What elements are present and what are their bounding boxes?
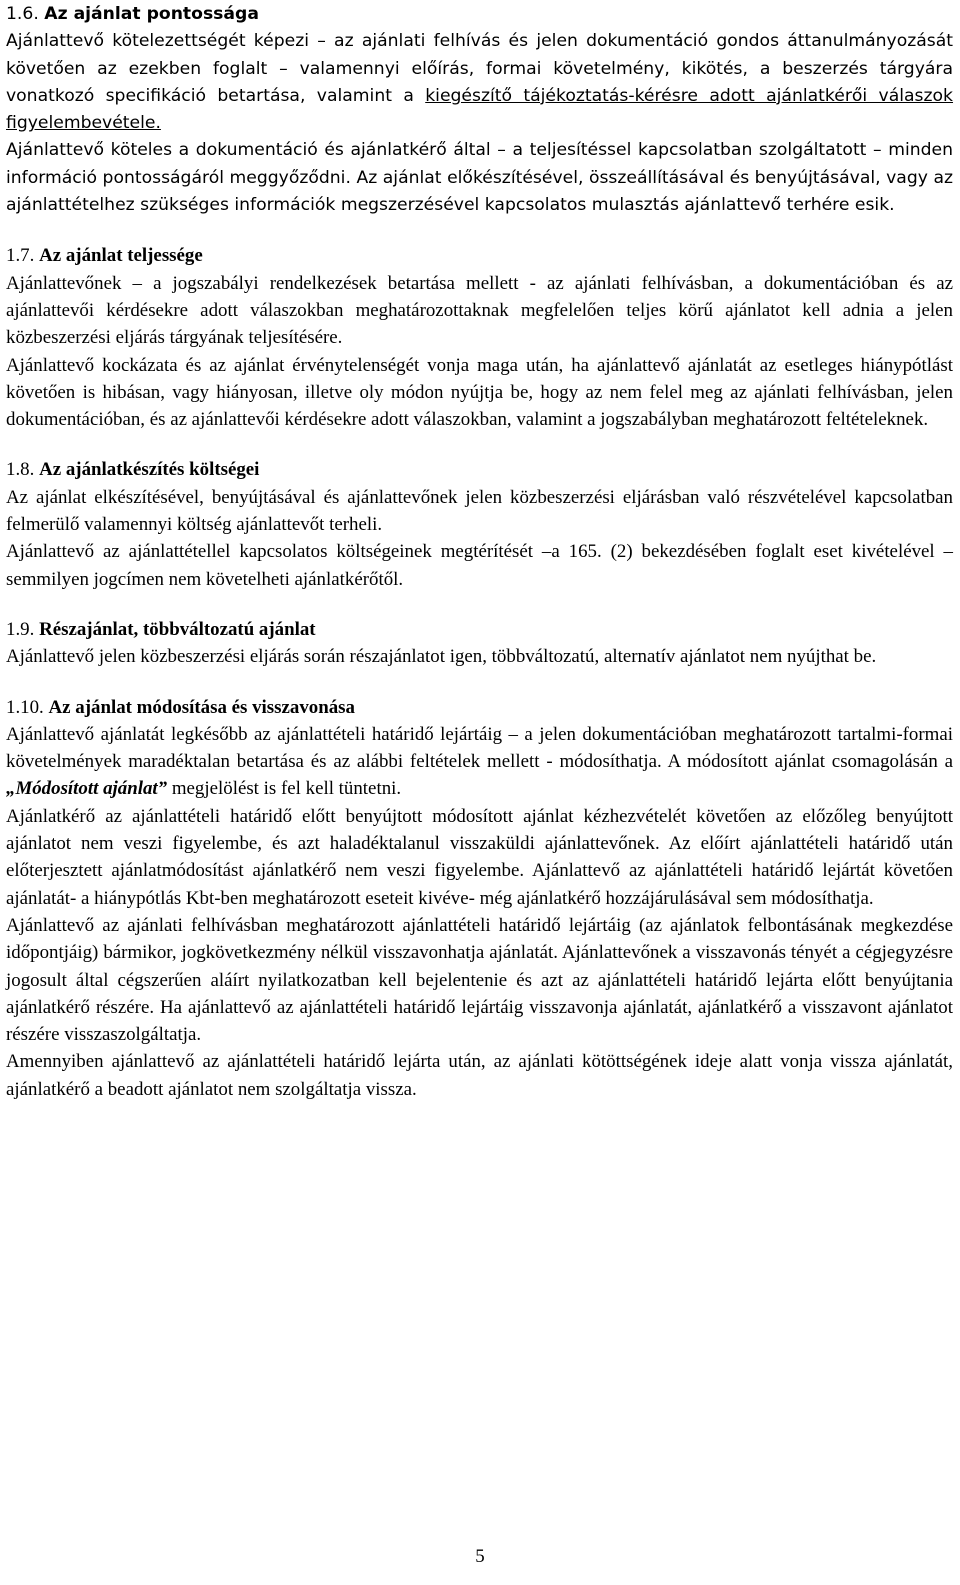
paragraph: Ajánlattevő kockázata és az ajánlat érvénytelenségét vonja maga után, ha ajánlattevő ajánlatát az esetleges hiánypótlást követően is hibásan, vagy hiányosan, illetve oly módon nyújtja be, hogy az nem felel meg az ajánlati felhívásban, jelen dokumentációban, és az ajánlattevői kérdésekre adott válaszokban, valamint a jogszabályban meghatározott feltételeknek. [6, 354, 953, 431]
paragraph: Amennyiben ajánlattevő az ajánlattételi határidő lejárta után, az ajánlati kötöttségének ideje alatt vonja vissza ajánlatát, ajánlatkérő a beadott ajánlatot nem szolgáltatja vissza. [6, 1051, 953, 1100]
paragraph: Ajánlattevő az ajánlattétellel kapcsolatos költségeinek megtérítését –a 165. (2) bekezdésében foglalt eset kivételével – semmilyen jogcímen nem követelheti ajánlatkérőtől. [6, 541, 953, 590]
paragraph: Ajánlattevő köteles a dokumentáció és ajánlatkérő által – a teljesítéssel kapcsolatban szolgáltatott – minden információ pontosságáról meggyőződni. Az ajánlat előkészítésével, összeállításával és benyújtásával, vagy az ajánlattételhez szükséges információk megszerzésével kapcsolatos mulasztás ajánlattevő terhére esik. [6, 140, 953, 216]
section-title: Az ajánlatkészítés költségei [39, 459, 260, 481]
section-heading [6, 0, 953, 28]
paragraph-text: Ajánlattevő ajánlatát legkésőbb az ajánlattételi határidő lejártáig – a jelen dokumentációban meghatározott tartalmi-formai követelmények maradéktalan betartása és az alábbi feltételek mellett - módosíthatja. A módosított ajánlat csomagolásán a [6, 723, 953, 773]
section-number: 1.7. [6, 245, 35, 267]
section-heading [6, 693, 953, 721]
paragraph: Ajánlattevő az ajánlati felhívásban meghatározott ajánlattételi határidő lejártáig (az ajánlatok felbontásának megkezdése időpontjáig) bármikor, jogkövetkezmény nélkül visszavonhatja ajánlatát. Ajánlattevőnek a visszavonás tényét a cégjegyzésre jogosult által cégszerűen aláírt nyilatkozatban kell bejelentenie és azt az ajánlattételi határidő lejárta előtt benyújtania ajánlatkérő részére. Ha ajánlattevő az ajánlattételi határidő lejártáig visszavonja ajánlatát, ajánlatkérő a visszavont ajánlatot részére visszaszolgáltatja. [6, 914, 953, 1046]
page-number: 5 [475, 1546, 485, 1567]
section-1-9 [6, 615, 953, 671]
section-title: Az ajánlat pontossága [44, 4, 259, 24]
section-1-7 [6, 241, 953, 433]
document-page [6, 0, 953, 1103]
section-heading [6, 455, 953, 483]
paragraph [6, 721, 953, 803]
section-title: Az ajánlat teljessége [39, 245, 203, 267]
paragraph: Ajánlattevőnek – a jogszabályi rendelkezések betartása mellett - az ajánlati felhívásban, a dokumentációban és az ajánlattevői kérdésekre adott válaszokban meghatározottaknak megfelelően teljes körű ajánlatot kell adnia a jelen közbeszerzési eljárás tárgyának teljesítésére. [6, 272, 953, 349]
section-1-8 [6, 455, 953, 592]
section-number: 1.8. [6, 459, 35, 481]
section-1-6 [6, 0, 953, 219]
emphasized-label: „Módosított ajánlat” [6, 778, 168, 800]
section-number: 1.10. [6, 696, 44, 718]
section-title: Részajánlat, többváltozatú ajánlat [39, 618, 316, 640]
section-heading [6, 615, 953, 643]
section-number: 1.6. [6, 4, 39, 24]
paragraph [6, 28, 953, 137]
paragraph-text: Ajánlattevő kötelezettségét képezi – az ajánlati felhívás és jelen dokumentáció gondos áttanulmányozását követően az ezekben foglalt – valamennyi előírás, formai követelmény, kikötés, a beszerzés tárgyára vonatkozó specifikáció betartása, valamint a [6, 31, 953, 106]
section-heading [6, 241, 953, 269]
section-number: 1.9. [6, 618, 35, 640]
paragraph-text: megjelölést is fel kell tüntetni. [167, 778, 402, 800]
paragraph: Ajánlatkérő az ajánlattételi határidő előtt benyújtott módosított ajánlat kézhezvételét követően az előzőleg benyújtott ajánlatot nem veszi figyelembe, és azt haladéktalanul visszaküldi ajánlattevőnek. Az előírt ajánlattételi határidő után előterjesztett ajánlatmódosítást ajánlatkérő nem veszi figyelembe. Ajánlattevő az ajánlattételi határidő lejártát követően ajánlatát- a hiánypótlás Kbt-ben meghatározott eseteit kivéve- még ajánlatkérő hozzájárulásával sem módosíthatja. [6, 805, 953, 909]
section-title: Az ajánlat módosítása és visszavonása [48, 696, 355, 718]
section-1-10 [6, 693, 953, 1103]
underlined-text: kiegészítő tájékoztatás-kérésre adott ajánlatkérői válaszok figyelembevétele. [6, 85, 954, 134]
paragraph: Ajánlattevő jelen közbeszerzési eljárás során részajánlatot igen, többváltozatú, alternatív ajánlatot nem nyújthat be. [6, 646, 877, 668]
paragraph: Az ajánlat elkészítésével, benyújtásával és ajánlattevőnek jelen közbeszerzési eljárásban való részvételével kapcsolatban felmerülő valamennyi költség ajánlattevőt terheli. [6, 486, 953, 536]
